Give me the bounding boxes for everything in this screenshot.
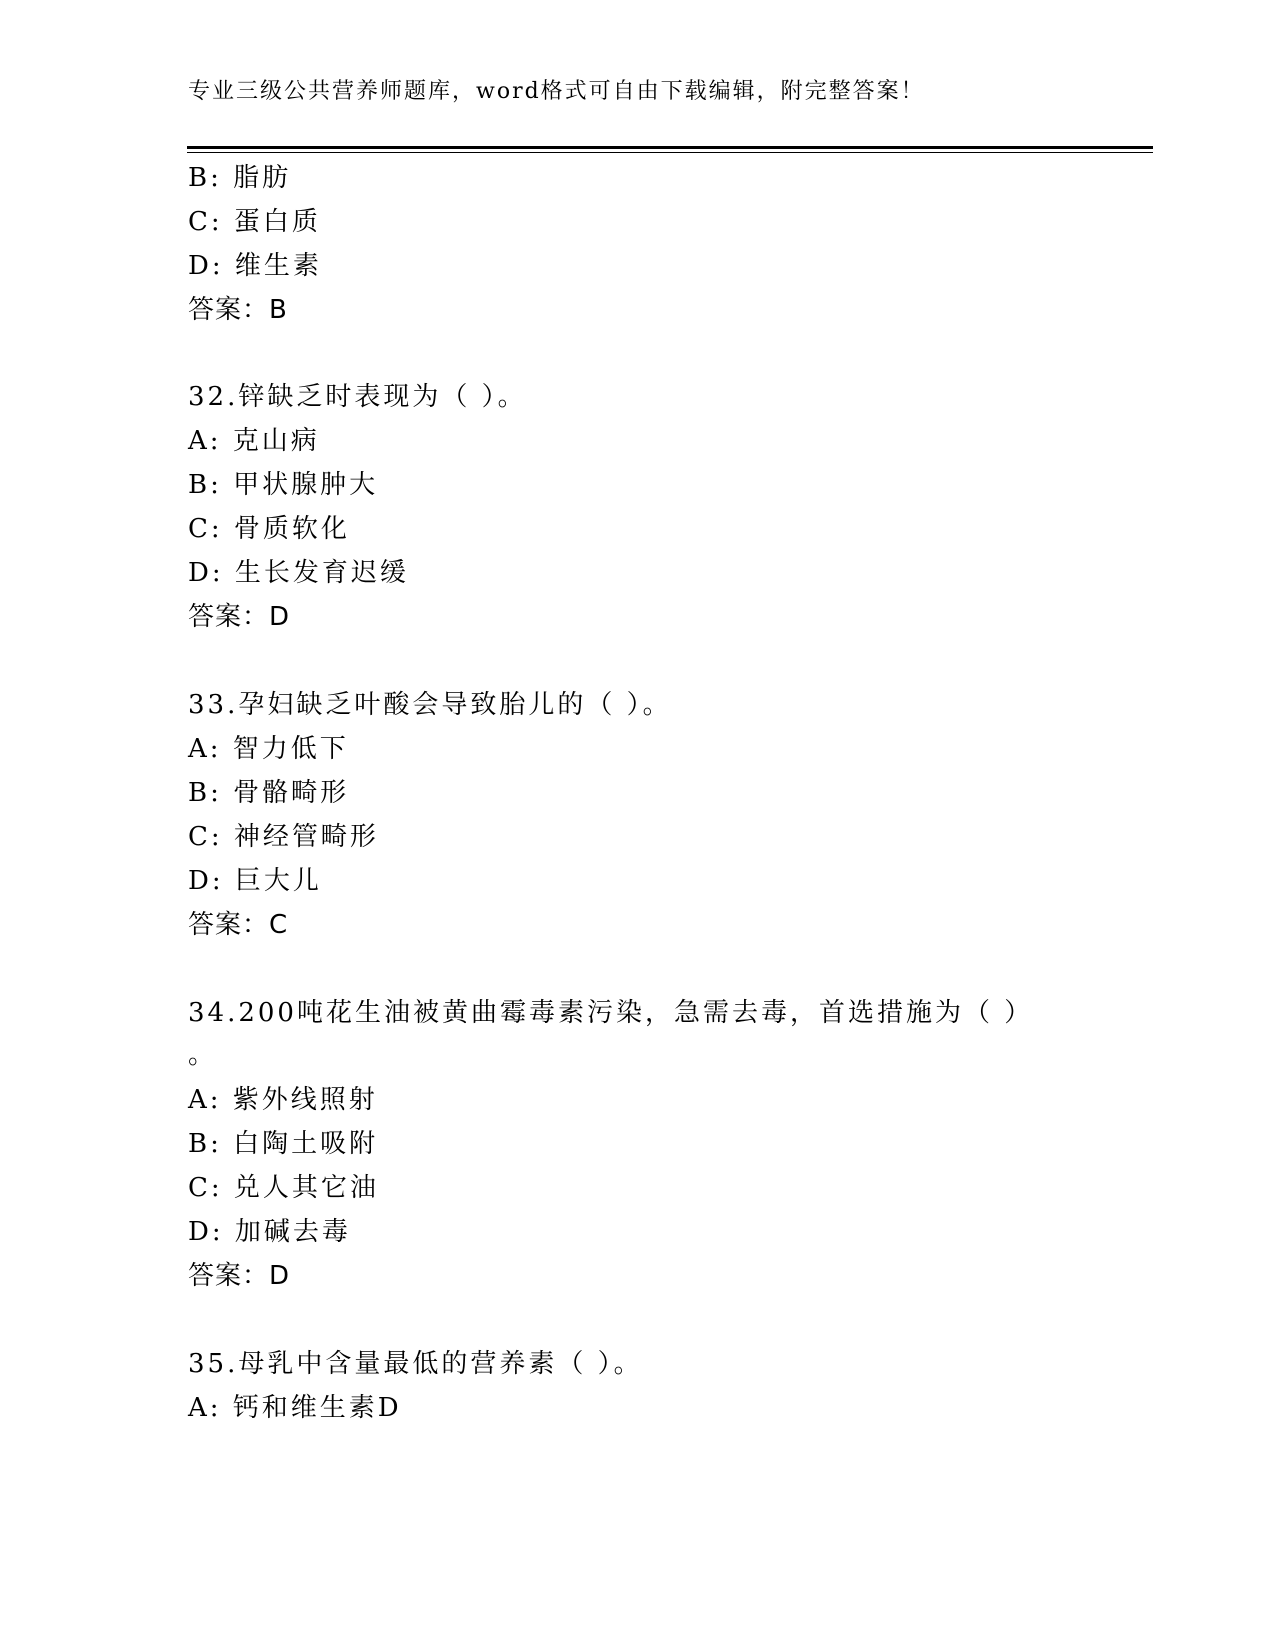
answer: 答案：D — [188, 1261, 291, 1291]
question-33-stem: 33.孕妇缺乏叶酸会导致胎儿的（ ）。 — [188, 690, 672, 720]
question-32-stem: 32.锌缺乏时表现为（ ）。 — [188, 382, 527, 412]
option-c: C: 神经管畸形 — [188, 822, 379, 852]
option-a: A: 钙和维生素D — [188, 1393, 402, 1423]
option-b: B: 甲状腺肿大 — [188, 470, 379, 500]
option-c: C: 兑人其它油 — [188, 1173, 379, 1203]
answer: 答案：D — [188, 602, 291, 632]
option-d: D: 生长发育迟缓 — [188, 558, 409, 588]
option-b: B: 脂肪 — [188, 163, 292, 193]
question-35-stem: 35.母乳中含量最低的营养素（ ）。 — [188, 1349, 643, 1379]
option-a: A: 紫外线照射 — [188, 1085, 378, 1115]
question-34-stem: 34.200吨花生油被黄曲霉毒素污染，急需去毒，首选措施为（ ） — [188, 998, 1034, 1028]
answer: 答案：B — [188, 295, 288, 325]
option-c: C: 骨质软化 — [188, 514, 350, 544]
option-d: D: 巨大儿 — [188, 866, 322, 896]
option-d: D: 维生素 — [188, 251, 322, 281]
answer: 答案：C — [188, 910, 289, 940]
question-34-stem-cont: 。 — [188, 1040, 218, 1070]
option-b: B: 白陶土吸附 — [188, 1129, 379, 1159]
header-rule-thin — [187, 152, 1153, 153]
option-b: B: 骨骼畸形 — [188, 778, 350, 808]
option-a: A: 克山病 — [188, 426, 320, 456]
option-c: C: 蛋白质 — [188, 207, 321, 237]
header-rule-thick — [187, 146, 1153, 149]
page-header: 专业三级公共营养师题库，word格式可自由下载编辑，附完整答案！ — [188, 79, 925, 104]
option-a: A: 智力低下 — [188, 734, 349, 764]
option-d: D: 加碱去毒 — [188, 1217, 351, 1247]
